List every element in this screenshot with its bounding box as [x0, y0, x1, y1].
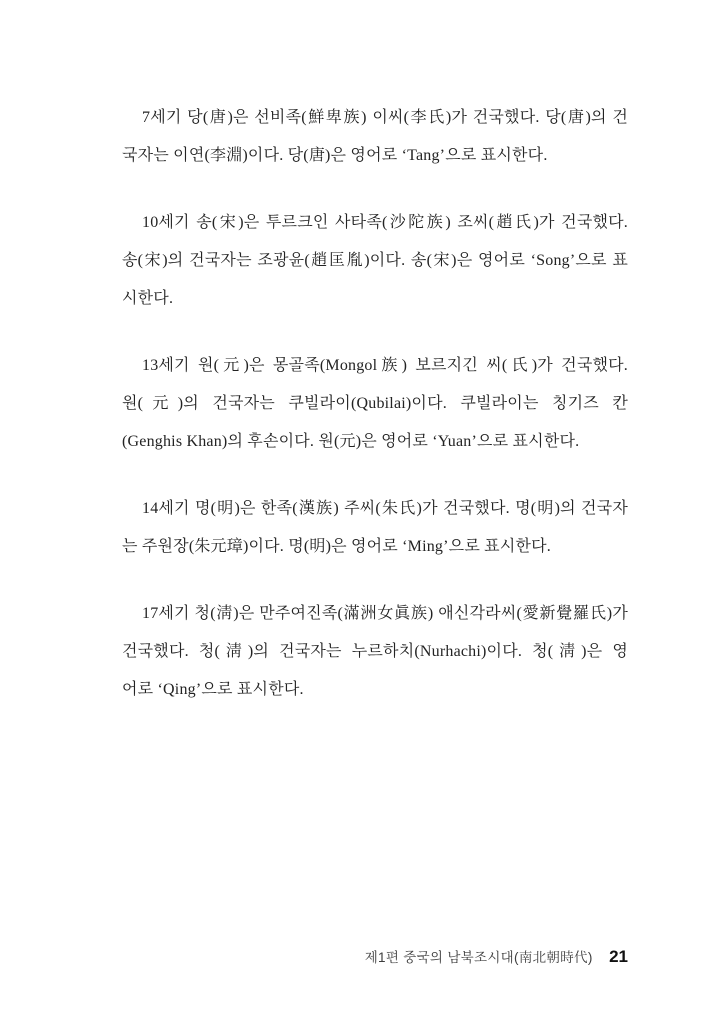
page-footer: [0, 946, 628, 967]
text-line: 건국했다. 청(淸)의 건국자는 누르하치(Nurhachi)이다. 청(淸)은 영: [122, 643, 628, 660]
paragraph-qing: [122, 595, 628, 709]
paragraph-tang: [122, 99, 628, 175]
text-line: 13세기 원(元)은 몽골족(Mongol族) 보르지긴 씨(氏)가 건국했다.: [142, 357, 628, 374]
text-line: 14세기 명(明)은 한족(漢族) 주씨(朱氏)가 건국했다. 명(明)의 건국자: [142, 500, 628, 517]
text-line: 송(宋)의 건국자는 조광윤(趙匡胤)이다. 송(宋)은 영어로 ‘Song’으로 표: [122, 252, 628, 269]
text-line: 7세기 당(唐)은 선비족(鮮卑族) 이씨(李氏)가 건국했다. 당(唐)의 건: [142, 109, 628, 126]
text-line: 17세기 청(淸)은 만주여진족(滿洲女眞族) 애신각라씨(愛新覺羅氏)가: [142, 605, 628, 622]
running-title: 제1편 중국의 남북조시대(南北朝時代): [364, 950, 593, 965]
paragraph-ming: [122, 490, 628, 566]
text-line: (Genghis Khan)의 후손이다. 원(元)은 영어로 ‘Yuan’으로 표시한다.: [122, 433, 580, 450]
paragraph-yuan: [122, 347, 628, 461]
paragraph-song: [122, 204, 628, 318]
body-text: [122, 99, 628, 709]
text-line: 원(元)의 건국자는 쿠빌라이(Qubilai)이다. 쿠빌라이는 칭기즈 칸: [122, 395, 628, 412]
text-line: 국자는 이연(李淵)이다. 당(唐)은 영어로 ‘Tang’으로 표시한다.: [122, 147, 548, 164]
page-number: 21: [609, 947, 628, 966]
text-line: 시한다.: [122, 290, 174, 307]
text-line: 는 주원장(朱元璋)이다. 명(明)은 영어로 ‘Ming’으로 표시한다.: [122, 538, 551, 555]
text-line: 어로 ‘Qing’으로 표시한다.: [122, 681, 304, 698]
text-line: 10세기 송(宋)은 투르크인 사타족(沙陀族) 조씨(趙氏)가 건국했다.: [142, 214, 628, 231]
